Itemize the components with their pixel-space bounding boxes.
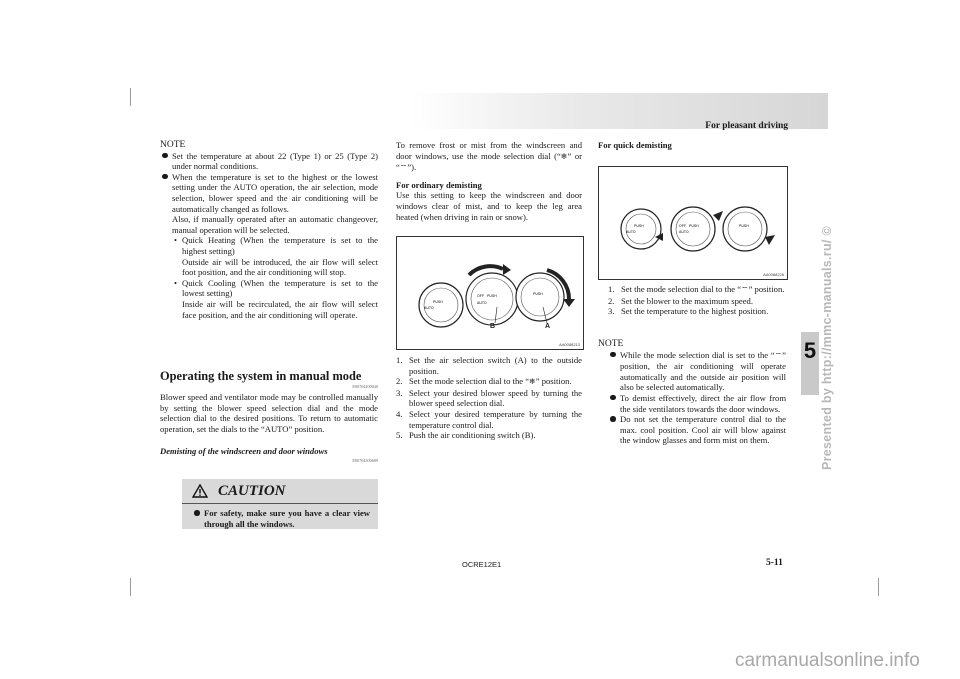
crop-mark-bottom-right xyxy=(878,578,879,596)
sub-item-title: Quick Heating (When the temperature is set to the highest setting) xyxy=(182,235,378,256)
step-item xyxy=(396,355,582,376)
note-text: Also, if manually operated after an automatic changeover, manual operation will be selected. xyxy=(172,214,378,235)
chapter-number: 5 xyxy=(803,338,817,363)
step-number: 5. xyxy=(396,430,403,441)
caution-header xyxy=(182,479,378,504)
manual-mode-body: Blower speed and ventilator mode may be controlled manually by setting the blower speed selection dial and the mode selection dial to the desired positions. To return to automatic operation, set the dials to the “AUTO” position. xyxy=(160,392,378,434)
note-heading: NOTE xyxy=(160,140,186,150)
step-number: 3. xyxy=(396,387,403,398)
caution-bullet: For safety, make sure you have a clear view through all the windows. xyxy=(192,508,370,529)
step-text: Set the blower to the maximum speed. xyxy=(621,295,753,306)
manual-mode-heading: Operating the system in manual mode xyxy=(160,369,362,383)
step-text: Set the mode selection dial to the “ xyxy=(621,284,742,294)
caution-title: CAUTION xyxy=(218,482,286,499)
step-text: Set the air selection switch (A) to the outside position. xyxy=(409,355,582,376)
quick-demisting-heading: For quick demisting xyxy=(598,140,672,150)
crop-mark-bottom-left xyxy=(130,578,131,596)
step-item xyxy=(608,306,786,317)
figure-code: AA0088213 xyxy=(559,342,580,347)
note-heading: NOTE xyxy=(598,339,624,349)
defrost-icon: ⌔ xyxy=(741,285,749,294)
side-credit-text: Presented by http://mmc-manuals.ru/ © xyxy=(820,226,834,470)
sub-bullet-dot: • xyxy=(174,235,178,246)
svg-text:PUSH: PUSH xyxy=(739,224,749,228)
page-number: 5-11 xyxy=(766,558,783,568)
svg-text:AUTO: AUTO xyxy=(679,230,689,234)
middle-column xyxy=(396,140,582,222)
step-number: 1. xyxy=(396,355,403,365)
sub-item-quick-cooling xyxy=(160,278,378,320)
ordinary-demisting-body: Use this setting to keep the windscreen and door windows clear of mist, and to keep the leg area heated (when driving in rain or snow). xyxy=(396,190,582,222)
note-bullet xyxy=(608,350,786,393)
document-code: OCRE12E1 xyxy=(462,560,502,569)
ordinary-steps xyxy=(396,355,582,441)
sub-item-body: Outside air will be introduced, the air flow will select foot position, and the air conditioning will stop. xyxy=(182,256,378,278)
step-item xyxy=(396,409,582,430)
intro-text: To remove frost or mist from the windscreen and door windows, use the mode selection dial (“ xyxy=(396,140,582,161)
svg-text:PUSH: PUSH xyxy=(487,294,497,298)
label-b: B xyxy=(490,323,496,330)
step-item xyxy=(396,388,582,409)
defrost-foot-icon: ❄ xyxy=(560,151,568,161)
note-bullet: To demist effectively, direct the air flow from the side ventilators towards the door windows. xyxy=(608,393,786,414)
svg-text:AUTO: AUTO xyxy=(477,301,487,305)
sub-item-title: Quick Cooling (When the temperature is set to the lowest setting) xyxy=(182,277,378,299)
step-text: ” position. xyxy=(748,284,785,294)
note-bullet: Do not set the temperature control dial to the max. cool position. Cool air will blow against the window glasses and form mist on them. xyxy=(608,414,786,446)
left-column xyxy=(160,140,378,320)
sub-item-body: Inside air will be recirculated, the air flow will select face position, and the air conditioning will operate. xyxy=(182,298,378,320)
figure-ordinary-demisting xyxy=(396,236,584,350)
section-title: For pleasant driving xyxy=(705,121,788,131)
note-text: When the temperature is set to the highest or the lowest setting under the AUTO operation, the air selection, mode selection, blower speed and the air conditioning will be automatically changed as follows. xyxy=(172,171,378,214)
control-panel-illustration xyxy=(397,237,583,349)
crop-mark-top-left xyxy=(130,88,131,106)
step-number: 1. xyxy=(608,284,615,294)
step-item xyxy=(396,376,582,388)
step-text: Select your desired temperature by turning the temperature control dial. xyxy=(409,408,582,430)
watermark: carmanualsonline.info xyxy=(735,650,920,671)
demist-intro xyxy=(396,140,582,174)
step-item xyxy=(608,296,786,307)
note-bullet xyxy=(160,172,378,236)
note-text: While the mode selection dial is set to the “ xyxy=(620,349,775,360)
defrost-foot-icon: ❄ xyxy=(529,377,536,387)
figure-code: AA0088226 xyxy=(763,272,784,277)
svg-text:AUTO: AUTO xyxy=(626,230,636,234)
defrost-icon: ⌔ xyxy=(774,350,783,360)
step-text: Set the temperature to the highest position. xyxy=(621,306,769,317)
step-number: 2. xyxy=(396,376,403,387)
note-text: ” position, the air conditioning will operate automatically and the outside air position will also be selected automatically. xyxy=(620,349,786,393)
svg-text:PUSH: PUSH xyxy=(533,292,543,296)
sub-bullet-dot: • xyxy=(174,277,178,288)
svg-text:AUTO: AUTO xyxy=(424,306,434,310)
defrost-icon: ⌔ xyxy=(399,163,408,173)
figure-quick-demisting xyxy=(598,166,788,280)
svg-text:PUSH: PUSH xyxy=(689,224,699,228)
control-panel-illustration xyxy=(599,167,787,279)
svg-text:OFF: OFF xyxy=(679,224,686,228)
step-number: 4. xyxy=(396,408,403,419)
demisting-code: E00704300689 xyxy=(352,458,378,463)
sub-item-quick-heating xyxy=(160,235,378,277)
step-number: 2. xyxy=(608,295,615,306)
svg-text:OFF: OFF xyxy=(477,294,484,298)
svg-text:PUSH: PUSH xyxy=(634,224,644,228)
step-text: Push the air conditioning switch (B). xyxy=(409,430,536,441)
ordinary-demisting-heading: For ordinary demisting xyxy=(396,179,482,190)
step-text: ” position. xyxy=(535,376,572,387)
step-item xyxy=(396,430,582,441)
svg-text:PUSH: PUSH xyxy=(433,300,443,304)
demisting-heading: Demisting of the windscreen and door windows xyxy=(160,446,328,456)
manual-mode-code: E00704200040 xyxy=(352,384,378,389)
warning-triangle-icon xyxy=(192,484,208,498)
note-bullet: Set the temperature at about 22 (Type 1) or 25 (Type 2) under normal conditions. xyxy=(160,151,378,172)
step-item xyxy=(608,284,786,296)
step-number: 3. xyxy=(608,306,615,317)
step-text: Select your desired blower speed by turning the blower speed selection dial. xyxy=(409,387,582,409)
right-note xyxy=(598,339,786,446)
step-text: Set the mode selection dial to the “ xyxy=(409,376,530,387)
quick-steps xyxy=(608,284,786,317)
label-a: A xyxy=(545,323,551,330)
intro-text: ”). xyxy=(407,162,417,173)
intro-text: ” or “ xyxy=(396,150,582,173)
caution-box xyxy=(182,479,378,529)
